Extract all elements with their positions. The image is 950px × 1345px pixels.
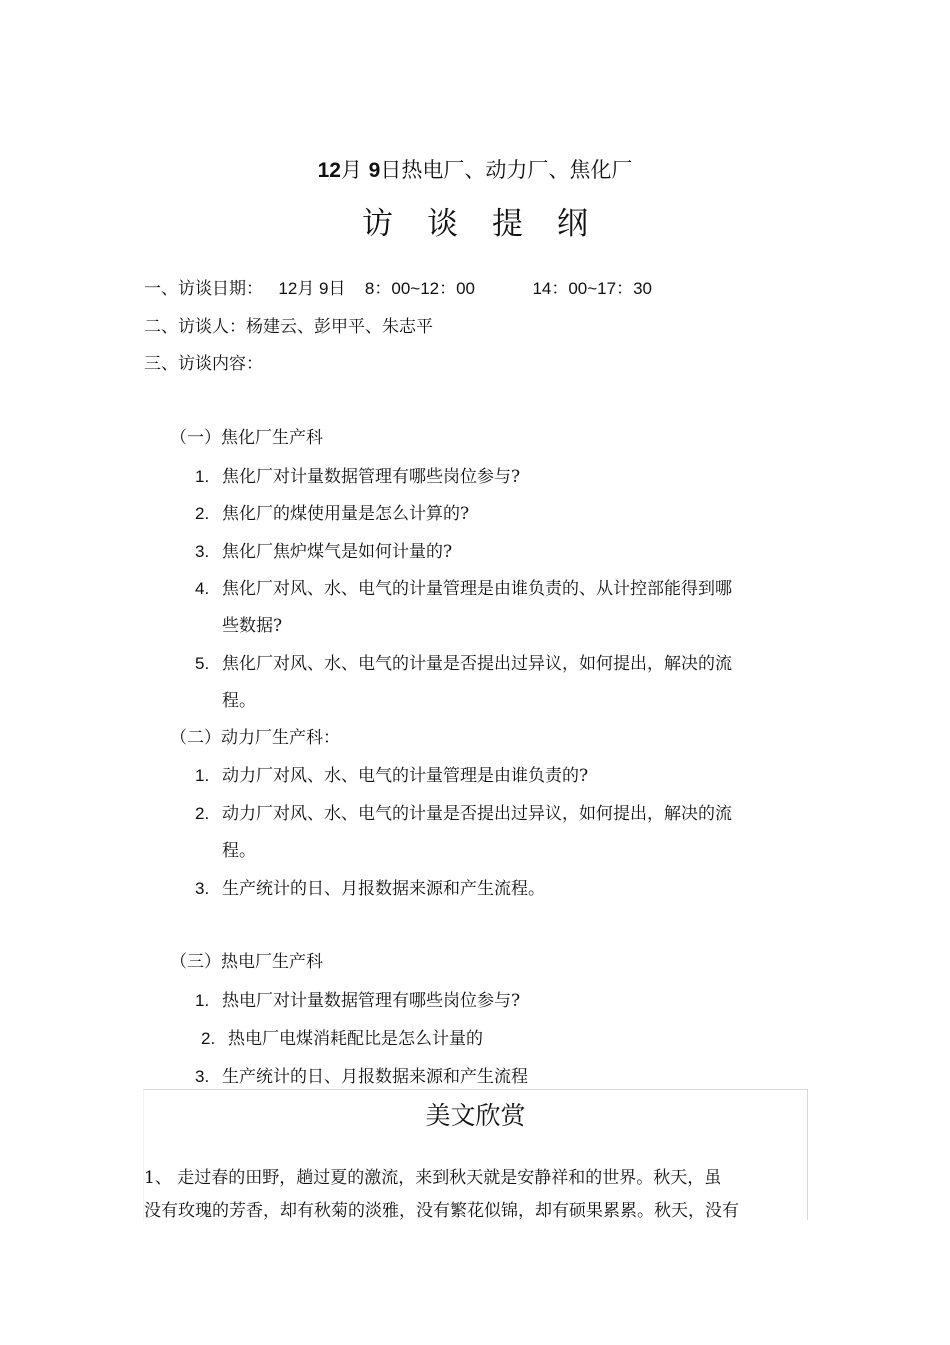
section-title: （二）动力厂生产科：: [170, 728, 340, 748]
list-item: [195, 799, 732, 824]
item-text: 焦化厂对风、水、电气的计量是否提出过异议，如何提出，解决的流: [222, 654, 732, 674]
item-number: 1.: [195, 991, 210, 1010]
list-item: [195, 761, 588, 786]
item-text: 焦化厂对风、水、电气的计量管理是由谁负责的、从计控部能得到哪: [222, 579, 732, 599]
item-continuation: 程。: [222, 691, 256, 711]
list-item: [201, 1024, 483, 1049]
item-number: 1.: [195, 467, 210, 486]
item-number: 3.: [195, 879, 210, 898]
title-text: 日热电厂、动力厂、焦化厂: [380, 158, 633, 182]
item-number: 2.: [195, 804, 210, 823]
title-month-char: 月: [340, 158, 362, 182]
item-number: 5.: [195, 654, 210, 673]
list-item: [195, 537, 452, 562]
item-number: 2.: [201, 1029, 216, 1048]
item-continuation: 些数据?: [222, 616, 283, 636]
list-item: [195, 986, 520, 1011]
date-label: 一、访谈日期：: [144, 279, 263, 299]
section-title: （一）焦化厂生产科: [170, 428, 323, 448]
item-number: 4.: [195, 579, 210, 598]
interview-date: [144, 274, 652, 299]
essay-title: 美文欣赏: [425, 1101, 526, 1130]
item-number: 3.: [195, 542, 210, 561]
time-morning: 8：00~12：00: [364, 279, 476, 298]
list-item: [195, 874, 545, 899]
list-item: [195, 499, 469, 524]
essay-line: 没有玫瑰的芳香，却有秋菊的淡雅，没有繁花似锦，却有硕果累累。秋天，没有: [144, 1201, 739, 1220]
interview-people: 二、访谈人：杨建云、彭甲平、朱志平: [144, 317, 433, 337]
item-number: 3.: [195, 1067, 210, 1086]
essay-box: [143, 1089, 808, 1220]
document-subtitle: [0, 154, 950, 184]
item-text: 热电厂电煤消耗配比是怎么计量的: [228, 1029, 483, 1049]
item-text: 焦化厂的煤使用量是怎么计算的?: [222, 504, 470, 524]
interview-content-label: 三、访谈内容：: [144, 354, 263, 374]
item-text: 热电厂对计量数据管理有哪些岗位参与?: [222, 991, 521, 1011]
document-title: 访谈提纲: [362, 206, 622, 242]
section-title: （三）热电厂生产科: [170, 952, 323, 972]
essay-line: 1、 走过春的田野，趟过夏的激流，来到秋天就是安静祥和的世界。秋天，虽: [144, 1168, 722, 1188]
item-text: 动力厂对风、水、电气的计量是否提出过异议，如何提出，解决的流: [222, 804, 732, 824]
item-text: 焦化厂对计量数据管理有哪些岗位参与?: [222, 467, 521, 487]
list-item: [195, 462, 520, 487]
item-text: 焦化厂焦炉煤气是如何计量的?: [222, 542, 453, 562]
list-item: [195, 574, 732, 599]
time-afternoon: 14：00~17：30: [532, 279, 653, 298]
list-item: [195, 649, 732, 674]
date-value: 12月 9日: [278, 279, 346, 298]
item-text: 动力厂对风、水、电气的计量管理是由谁负责的?: [222, 766, 589, 786]
item-number: 2.: [195, 504, 210, 523]
item-text: 生产统计的日、月报数据来源和产生流程: [222, 1067, 528, 1087]
title-day: 9: [368, 159, 381, 182]
item-text: 生产统计的日、月报数据来源和产生流程。: [222, 879, 545, 899]
item-number: 1.: [195, 766, 210, 785]
list-item: [195, 1062, 528, 1087]
title-month: 12: [317, 159, 341, 182]
item-continuation: 程。: [222, 841, 256, 861]
